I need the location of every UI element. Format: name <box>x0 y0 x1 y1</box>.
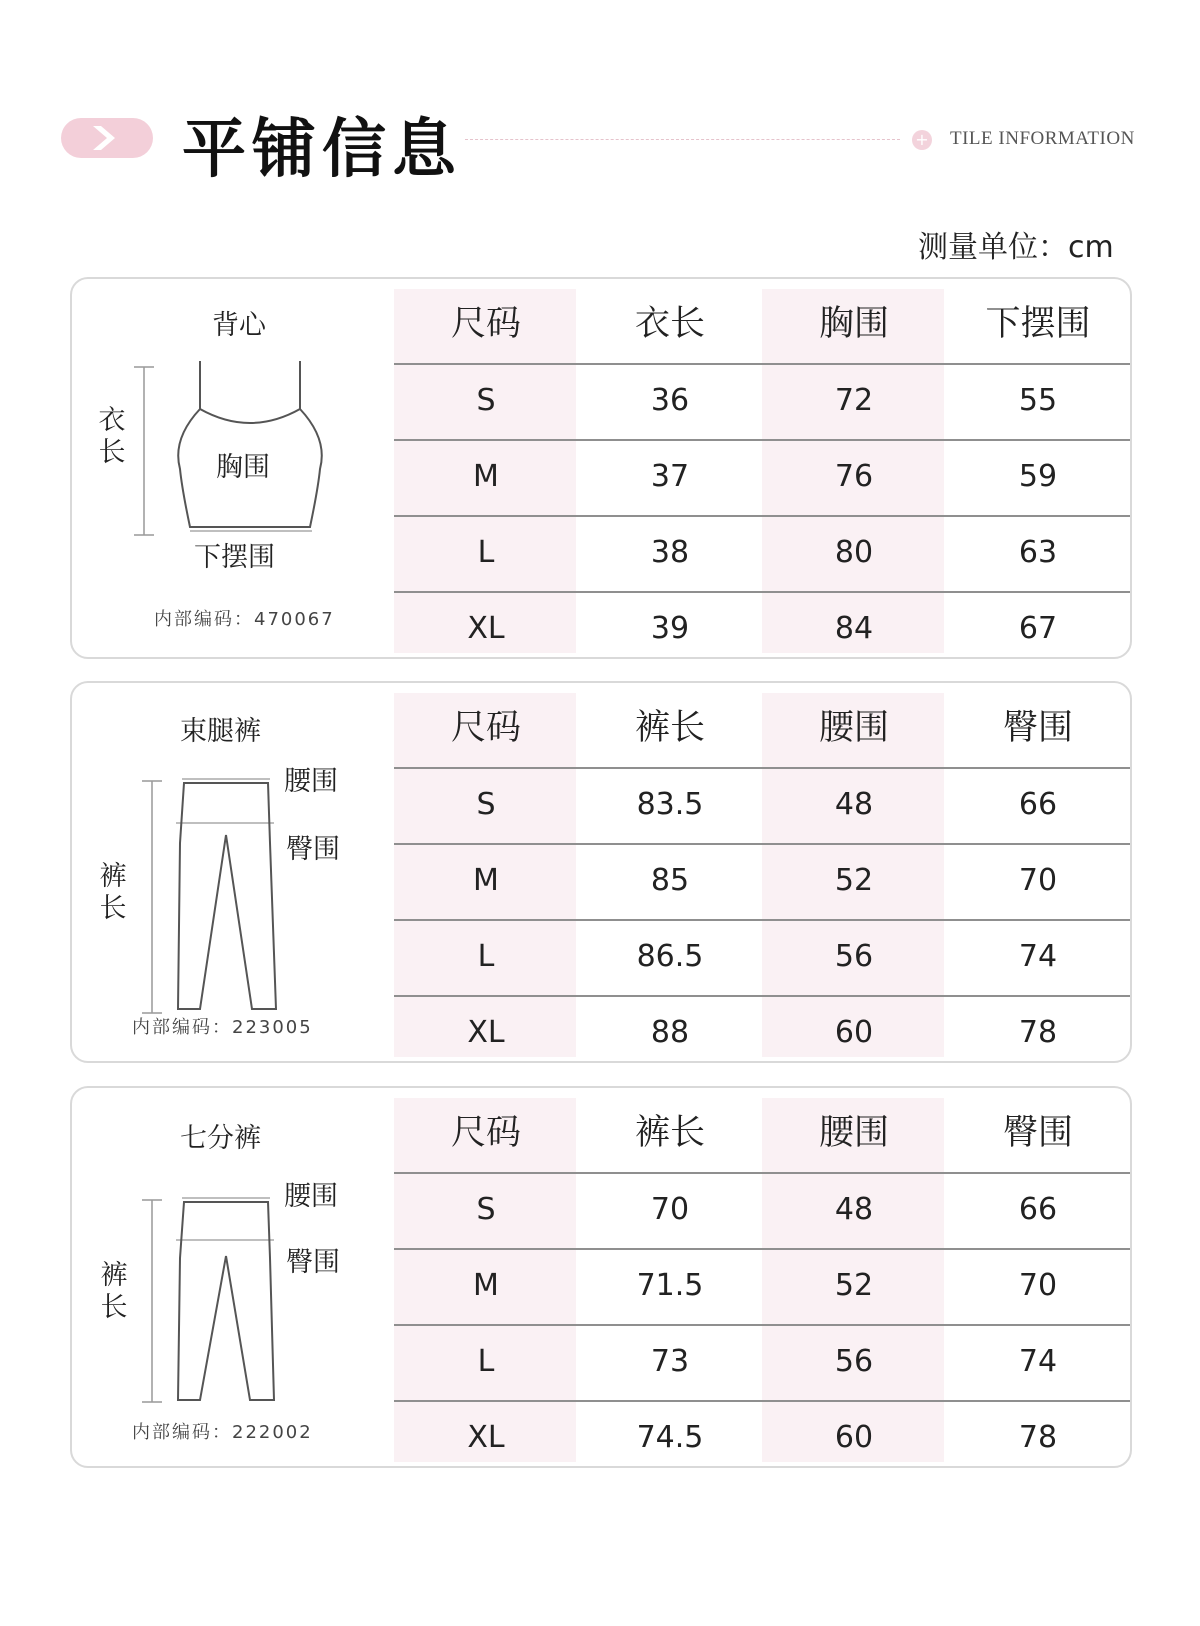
table-cell: 52 <box>834 1268 874 1303</box>
table-cell: 48 <box>834 1192 874 1227</box>
table-cell: 56 <box>834 1344 874 1379</box>
size-table <box>394 1098 1130 1476</box>
table-cell: 66 <box>1018 1192 1058 1227</box>
page-title: 平铺信息 <box>182 113 462 187</box>
table-cell: 59 <box>1018 459 1058 494</box>
table-cell: 70 <box>650 1192 690 1227</box>
table-cell: S <box>476 383 496 418</box>
table-cell: 52 <box>834 863 874 898</box>
table-cell: 74.5 <box>636 1420 704 1455</box>
cropped-pants-diagram <box>72 1088 392 1466</box>
table-cell: 86.5 <box>636 939 704 974</box>
pants-outline-icon <box>72 1088 392 1448</box>
column-header: 衣长 <box>634 304 705 344</box>
table-cell: 55 <box>1018 383 1058 418</box>
table-cell: 74 <box>1018 939 1058 974</box>
table-cell: 74 <box>1018 1344 1058 1379</box>
table-row <box>394 363 1130 439</box>
header-divider <box>465 139 900 140</box>
size-table-cropped-pants <box>70 1086 1132 1468</box>
table-cell: XL <box>467 1420 505 1455</box>
hem-label: 下摆围 <box>194 542 275 573</box>
table-cell: L <box>477 939 495 974</box>
length-label: 衣 长 <box>98 405 126 468</box>
table-cell: 78 <box>1018 1015 1058 1050</box>
page-header <box>0 0 1200 265</box>
column-header: 胸围 <box>818 304 889 344</box>
leggings-diagram <box>72 683 392 1061</box>
table-row <box>394 767 1130 843</box>
table-cell: M <box>473 863 499 898</box>
table-cell: L <box>477 1344 495 1379</box>
table-cell: 67 <box>1018 611 1058 646</box>
table-cell: 70 <box>1018 863 1058 898</box>
column-header: 臀围 <box>1002 1113 1073 1153</box>
column-header: 裤长 <box>634 1113 705 1153</box>
table-header-row <box>394 289 1130 363</box>
table-cell: 73 <box>650 1344 690 1379</box>
plus-icon: + <box>912 130 932 150</box>
table-cell: S <box>476 1192 496 1227</box>
table-row <box>394 591 1130 667</box>
table-cell: 78 <box>1018 1420 1058 1455</box>
table-row <box>394 1248 1130 1324</box>
internal-code: 内部编码：470067 <box>154 609 335 630</box>
table-cell: 76 <box>834 459 874 494</box>
size-table-leggings <box>70 681 1132 1063</box>
column-header: 尺码 <box>450 708 521 748</box>
length-label: 裤 长 <box>99 861 127 924</box>
table-cell: 60 <box>834 1015 874 1050</box>
english-subtitle: TILE INFORMATION <box>950 128 1135 149</box>
table-cell: 88 <box>650 1015 690 1050</box>
size-table-vest <box>70 277 1132 659</box>
table-header-row <box>394 693 1130 767</box>
table-header-row <box>394 1098 1130 1172</box>
column-header: 下摆围 <box>985 304 1091 344</box>
table-cell: 72 <box>834 383 874 418</box>
vest-diagram <box>72 279 392 657</box>
chest-label: 胸围 <box>216 452 270 483</box>
hip-label: 臀围 <box>286 1247 340 1278</box>
size-table <box>394 693 1130 1071</box>
table-row <box>394 515 1130 591</box>
column-header: 腰围 <box>818 708 889 748</box>
table-cell: 66 <box>1018 787 1058 822</box>
garment-name: 背心 <box>212 310 266 341</box>
column-header: 尺码 <box>450 304 521 344</box>
column-header: 臀围 <box>1002 708 1073 748</box>
vest-outline-icon <box>72 279 392 579</box>
measurement-unit: 测量单位：cm <box>918 230 1114 265</box>
pants-outline-icon <box>72 683 392 1043</box>
table-cell: 48 <box>834 787 874 822</box>
table-cell: 37 <box>650 459 690 494</box>
internal-code: 内部编码：223005 <box>132 1017 313 1038</box>
garment-name: 束腿裤 <box>180 716 261 747</box>
table-cell: 84 <box>834 611 874 646</box>
table-cell: 70 <box>1018 1268 1058 1303</box>
table-cell: M <box>473 459 499 494</box>
internal-code: 内部编码：222002 <box>132 1422 313 1443</box>
column-header: 尺码 <box>450 1113 521 1153</box>
waist-label: 腰围 <box>284 766 338 797</box>
table-cell: 85 <box>650 863 690 898</box>
table-cell: 56 <box>834 939 874 974</box>
table-cell: L <box>477 535 495 570</box>
table-row <box>394 1400 1130 1476</box>
waist-label: 腰围 <box>284 1181 338 1212</box>
table-row <box>394 995 1130 1071</box>
table-cell: 71.5 <box>636 1268 704 1303</box>
size-table <box>394 289 1130 667</box>
table-row <box>394 843 1130 919</box>
garment-name: 七分裤 <box>180 1123 261 1154</box>
table-cell: S <box>476 787 496 822</box>
table-cell: XL <box>467 611 505 646</box>
table-cell: 36 <box>650 383 690 418</box>
table-cell: 38 <box>650 535 690 570</box>
length-label: 裤 长 <box>100 1260 128 1323</box>
table-cell: M <box>473 1268 499 1303</box>
table-row <box>394 1324 1130 1400</box>
table-cell: 39 <box>650 611 690 646</box>
table-cell: 83.5 <box>636 787 704 822</box>
table-cell: 63 <box>1018 535 1058 570</box>
column-header: 腰围 <box>818 1113 889 1153</box>
table-row <box>394 439 1130 515</box>
table-cell: 60 <box>834 1420 874 1455</box>
table-cell: XL <box>467 1015 505 1050</box>
hip-label: 臀围 <box>286 834 340 865</box>
column-header: 裤长 <box>634 708 705 748</box>
table-cell: 80 <box>834 535 874 570</box>
chevron-right-icon <box>61 118 153 158</box>
table-row <box>394 1172 1130 1248</box>
table-row <box>394 919 1130 995</box>
